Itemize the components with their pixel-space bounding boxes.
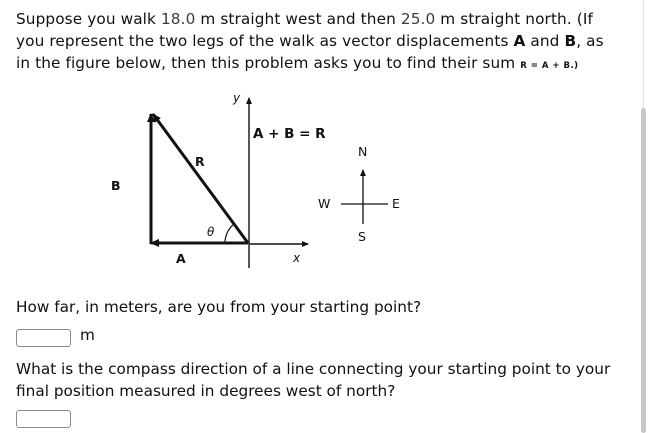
compass-north: N bbox=[358, 144, 368, 159]
distance-west: 18.0 bbox=[160, 10, 196, 28]
problem-line-2: you represent the two legs of the walk as vector displacements A and B, as bbox=[16, 32, 604, 50]
vector-diagram bbox=[100, 86, 430, 272]
question-distance: How far, in meters, are you from your starting point? bbox=[16, 298, 422, 316]
b-label: B bbox=[111, 178, 121, 193]
y-axis-label: y bbox=[233, 91, 241, 105]
distance-answer-input[interactable] bbox=[16, 329, 71, 347]
compass-east: E bbox=[392, 196, 400, 211]
compass-west: W bbox=[318, 196, 331, 211]
a-label: A bbox=[176, 251, 186, 266]
compass-rose bbox=[318, 144, 400, 244]
sum-label: A + B = R bbox=[253, 126, 326, 142]
question-direction-line-1: What is the compass direction of a line connecting your starting point to your bbox=[16, 360, 611, 378]
vector-a-label: A bbox=[513, 32, 526, 50]
scrollbar[interactable] bbox=[641, 108, 646, 433]
distance-north: 25.0 bbox=[400, 10, 436, 28]
sum-expression: R = A + B.) bbox=[520, 61, 579, 71]
problem-line-3: in the figure below, then this problem asks you to find their sum R = A + B.) bbox=[16, 54, 579, 72]
compass-south: S bbox=[358, 229, 366, 244]
theta-arc bbox=[225, 224, 234, 243]
vector-b-label: B bbox=[564, 32, 577, 50]
direction-answer-input[interactable] bbox=[16, 410, 71, 428]
theta-label: θ bbox=[207, 225, 215, 239]
question-direction-line-2: final position measured in degrees west of north? bbox=[16, 382, 396, 400]
problem-statement bbox=[16, 8, 631, 77]
r-label: R bbox=[195, 154, 205, 169]
x-axis-label: x bbox=[293, 251, 301, 265]
distance-unit: m bbox=[80, 326, 95, 344]
vector-r-arrow bbox=[153, 114, 248, 243]
problem-line-1: Suppose you walk 18.0 m straight west and then 25.0 m straight north. (If bbox=[16, 10, 593, 28]
question-direction bbox=[16, 358, 610, 402]
